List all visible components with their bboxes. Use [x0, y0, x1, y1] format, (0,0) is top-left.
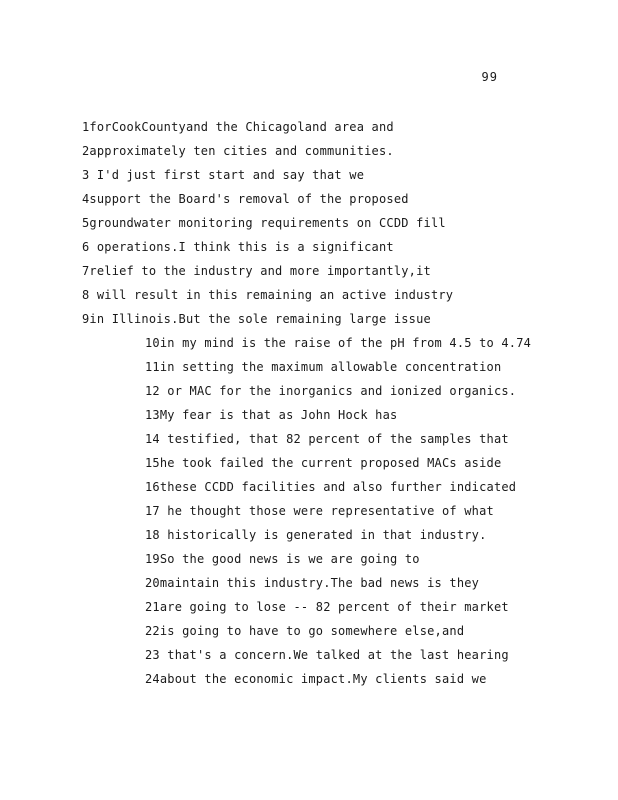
transcript-line: 10in my mind is the raise of the pH from 4.5 to 4.74: [145, 336, 532, 350]
transcript-line: 2approximately ten cities and communities.: [82, 144, 394, 158]
transcript-line: 9in Illinois.But the sole remaining large issue: [82, 312, 431, 326]
transcript-line: 22is going to have to go somewhere else,and: [145, 624, 465, 638]
transcript-line: 14 testified, that 82 percent of the samples that: [145, 432, 509, 446]
transcript-line: 11in setting the maximum allowable concentration: [145, 360, 502, 374]
transcript-line: 21are going to lose -- 82 percent of their market: [145, 600, 509, 614]
transcript-line: 1forCookCountyand the Chicagoland area and: [82, 120, 394, 134]
transcript-line: 24about the economic impact.My clients said we: [145, 672, 487, 686]
transcript-line: 8 will result in this remaining an active industry: [82, 288, 454, 302]
transcript-line: 16these CCDD facilities and also further indicated: [145, 480, 517, 494]
transcript-line: 18 historically is generated in that industry.: [145, 528, 487, 542]
transcript-line: 7relief to the industry and more importantly,it: [82, 264, 431, 278]
transcript-line: 23 that's a concern.We talked at the last hearing: [145, 648, 509, 662]
transcript-line: 13My fear is that as John Hock has: [145, 408, 398, 422]
transcript-line: 6 operations.I think this is a significant: [82, 240, 394, 254]
transcript-line: 12 or MAC for the inorganics and ionized organics.: [145, 384, 517, 398]
transcript-line: 17 he thought those were representative of what: [145, 504, 494, 518]
transcript-line: 3 I'd just first start and say that we: [82, 168, 365, 182]
transcript-line: 19So the good news is we are going to: [145, 552, 420, 566]
transcript-line: 15he took failed the current proposed MACs aside: [145, 456, 502, 470]
transcript-line: 4support the Board's removal of the proposed: [82, 192, 409, 206]
transcript-line: 20maintain this industry.The bad news is they: [145, 576, 480, 590]
page-number: 99: [481, 70, 498, 84]
transcript-line: 5groundwater monitoring requirements on CCDD fill: [82, 216, 446, 230]
